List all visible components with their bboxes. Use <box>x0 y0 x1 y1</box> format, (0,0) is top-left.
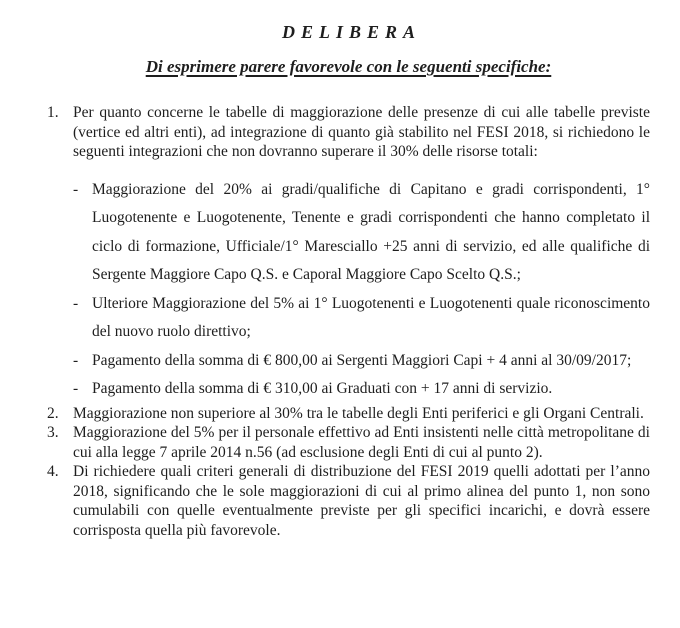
dash-item-2 <box>73 290 650 347</box>
dash-item-text: Maggiorazione del 20% ai gradi/qualifiche di Capitano e gradi corrispondenti, 1° Luogotenente e Luogotenente, Tenente e gradi corrispondenti che hanno completato il ciclo di formazione, Ufficiale/1° Maresciallo +25 anni di servizio, ed alle qualifiche di Sergente Maggiore Capo Q.S. e Caporal Maggiore Capo Scelto Q.S.; <box>92 180 650 284</box>
list-item-2 <box>47 404 650 424</box>
list-item-3 <box>47 423 650 462</box>
item-number: 1. <box>47 104 59 121</box>
item-text: Di richiedere quali criteri generali di distribuzione del FESI 2019 quelli adottati per l’anno 2018, significando che le sole maggiorazioni di cui al primo alinea del punto 1, non sono cumulabili con quelle eventualmente previste per gli specifici incarichi, e dovrà essere corrisposta quella più favorevole. <box>73 463 650 539</box>
dash-item-text: Ulteriore Maggiorazione del 5% ai 1° Luogotenenti e Luogotenenti quale riconoscimento del nuovo ruolo direttivo; <box>92 294 650 341</box>
dash-list <box>73 176 650 404</box>
dash-marker: - <box>73 351 79 369</box>
dash-marker: - <box>73 294 79 312</box>
dash-item-text: Pagamento della somma di € 800,00 ai Sergenti Maggiori Capi + 4 anni al 30/09/2017; <box>92 351 632 369</box>
dash-item-3 <box>73 347 650 376</box>
item-number: 3. <box>47 424 59 442</box>
dash-item-text: Pagamento della somma di € 310,00 ai Graduati con + 17 anni di servizio. <box>92 380 553 398</box>
document-title: DELIBERA <box>281 22 422 42</box>
list-item-4 <box>47 462 650 540</box>
item-body <box>73 423 650 462</box>
dash-marker: - <box>73 380 79 398</box>
dash-marker: - <box>73 180 79 198</box>
item-text: Maggiorazione del 5% per il personale effettivo ad Enti insistenti nelle città metropolitane di cui alla legge 7 aprile 2014 n.56 (ad esclusione degli Enti di cui al punto 2). <box>73 424 650 461</box>
list-item-1 <box>47 103 650 404</box>
dash-item-4 <box>73 375 650 404</box>
item-text: Maggiorazione non superiore al 30% tra le tabelle degli Enti periferici e gli Organi Centrali. <box>73 404 644 422</box>
document-subtitle: Di esprimere parere favorevole con le seguenti specifiche: <box>145 57 552 76</box>
item-body <box>73 404 650 424</box>
item-text: Per quanto concerne le tabelle di maggiorazione delle presenze di cui alle tabelle previste (vertice ed altri enti), ad integrazione di quanto già stabilito nel FESI 2018, si richiedono le seguenti integrazioni che non dovranno superare il 30% delle risorse totali: <box>73 104 650 161</box>
item-number: 2. <box>47 404 59 422</box>
item-number: 4. <box>47 463 59 481</box>
numbered-list <box>47 103 650 540</box>
item-body <box>73 103 650 404</box>
dash-item-1 <box>73 176 650 290</box>
item-body <box>73 462 650 540</box>
